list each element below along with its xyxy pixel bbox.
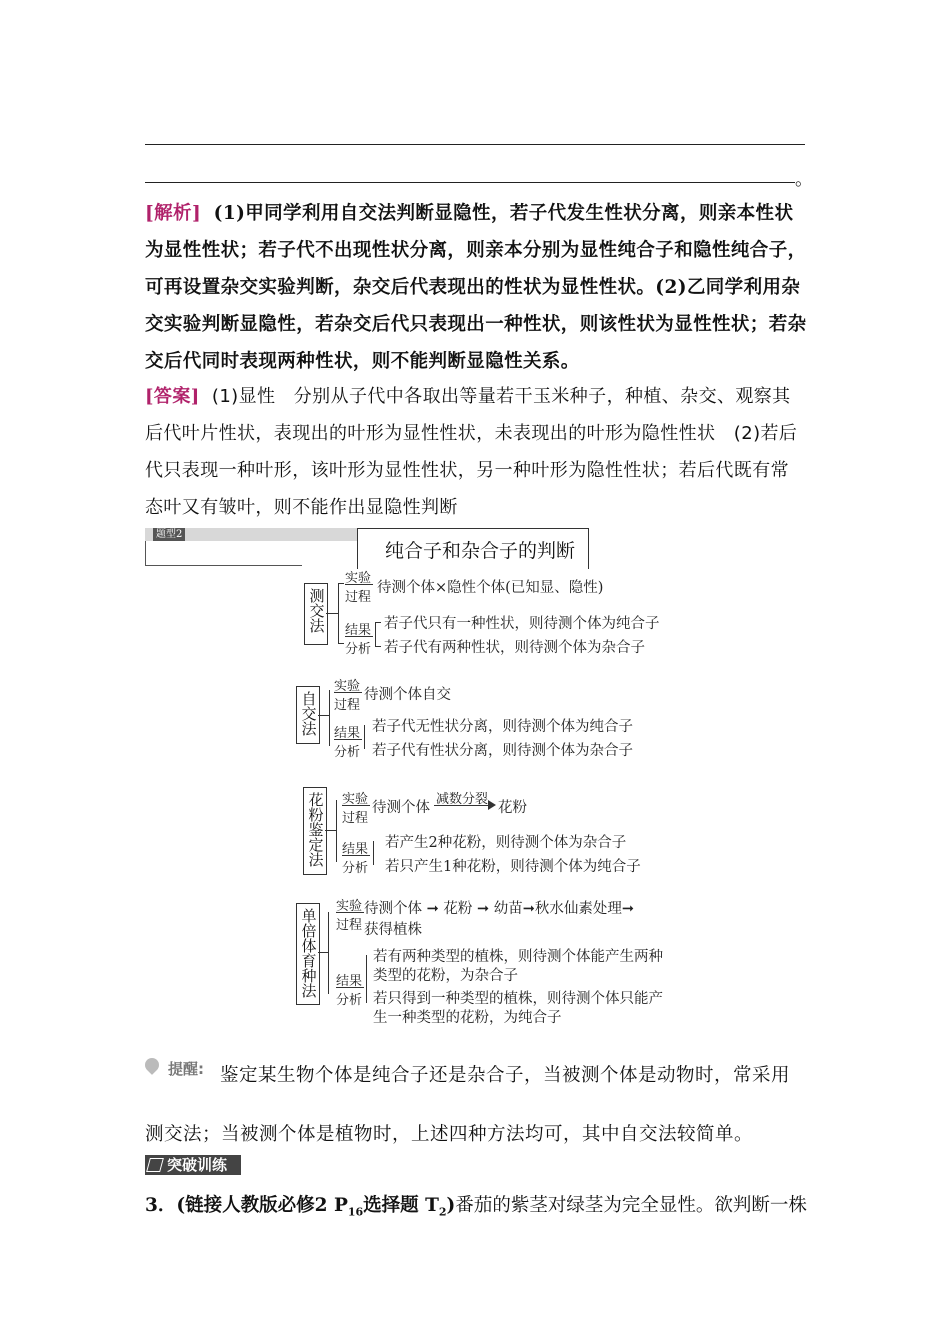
label-process: 过程: [334, 698, 361, 713]
answer-blank-line-1: [145, 144, 805, 145]
label-analysis: 分析: [334, 745, 361, 760]
answer-tag: [答案]: [145, 386, 200, 407]
pollen-result-1: 若产生2种花粉，则待测个体为杂合子: [385, 835, 627, 851]
label-process: 过程: [336, 918, 363, 933]
label-experiment: 实验: [345, 571, 372, 586]
arrow-icon: [488, 800, 496, 810]
pollen-result-2: 若只产生1种花粉，则待测个体为纯合子: [385, 859, 641, 875]
selfcross-result-2: 若子代有性状分离，则待测个体为杂合子: [372, 743, 633, 759]
label-result: 结果: [334, 726, 361, 741]
haploid-flow: 待测个体 ➞ 花粉 ➞ 幼苗➞秋水仙素处理➞: [364, 901, 635, 917]
period-mark: 。: [795, 169, 813, 190]
selfcross-result-1: 若子代无性状分离，则待测个体为纯合子: [372, 719, 633, 735]
label-result: 结果: [345, 623, 372, 638]
practice-label: 突破训练: [167, 1156, 228, 1174]
testcross-process: 待测个体×隐性个体(已知显、隐性): [377, 580, 604, 596]
analysis-text: (1)甲同学利用自交法判断显隐性，若子代发生性状分离，则亲本性状为显性性状；若子代不出现性状分离，则亲本分别为显性纯合子和隐性纯合子，可再设置杂交实验判断，杂交后代表现出的性状为显性性状。(2)乙同学利用杂交实验判断显隐性，若杂交后代只表现出一种性状，则该性状为显性性状；若杂交后代同时表现两种性状，则不能判断显隐性关系。: [145, 203, 807, 372]
label-analysis: 分析: [345, 642, 372, 657]
label-analysis: 分析: [342, 861, 369, 876]
practice-header: [145, 1155, 241, 1175]
arrow-label-meiosis: 减数分裂: [436, 792, 489, 807]
analysis-block: [145, 195, 807, 380]
question-number: 3．: [145, 1195, 177, 1216]
haploid-result-1: 若有两种类型的植株，则待测个体能产生两种类型的花粉，为杂合子: [373, 949, 663, 984]
question-3: 3．(链接人教版必修2 $P_{16}$选择题 $T_2$)番茄的紫茎对绿茎为完全显性。欲判断一株: [145, 1195, 807, 1219]
testcross-result-1: 若子代只有一种性状，则待测个体为纯合子: [384, 616, 660, 632]
tip-text-line2: 测交法；当被测个体是植物时，上述四种方法均可，其中自交法较简单。: [145, 1124, 754, 1145]
method-name-testcross: 测交法: [304, 583, 328, 645]
haploid-result-2: 若只得到一种类型的植株，则待测个体只能产生一种类型的花粉，为纯合子: [373, 991, 663, 1026]
section-header: [145, 528, 590, 568]
analysis-tag: [解析]: [145, 203, 202, 224]
tip-label: 提醒:: [168, 1060, 204, 1078]
method-name-selfcross: 自交法: [296, 686, 320, 744]
pollen-process-start: 待测个体: [372, 800, 430, 816]
label-process: 过程: [345, 590, 372, 605]
location-pin-icon: [142, 1055, 162, 1075]
label-analysis: 分析: [336, 993, 363, 1008]
label-experiment: 实验: [336, 899, 363, 914]
section-badge: 题型2: [153, 528, 185, 541]
pollen-process-end: 花粉: [498, 800, 527, 816]
answer-text: (1)显性 分别从子代中各取出等量若干玉米种子，种植、杂交、观察其后代叶片性状，表现出的叶形为显性性状，未表现出的叶形为隐性性状 (2)若后代只表现一种叶形，该叶形为显性性状，另一种叶形为隐性性状；若后代既有常态叶又有皱叶，则不能作出显隐性判断: [145, 386, 798, 518]
testcross-result-2: 若子代有两种性状，则待测个体为杂合子: [384, 640, 645, 656]
tip-text-line1: 鉴定某生物个体是纯合子还是杂合子，当被测个体是动物时，常采用: [220, 1065, 791, 1086]
section-title: 纯合子和杂合子的判断: [385, 540, 576, 562]
method-name-pollen: 花粉鉴定法: [303, 787, 327, 875]
selfcross-process: 待测个体自交: [364, 687, 451, 703]
question-text: 番茄的紫茎对绿茎为完全显性。欲判断一株: [455, 1195, 807, 1216]
label-result: 结果: [336, 974, 363, 989]
method-name-haploid: 单倍体育种法: [296, 903, 320, 1005]
label-process: 过程: [342, 811, 369, 826]
label-result: 结果: [342, 842, 369, 857]
haploid-flow-end: 获得植株: [364, 922, 422, 938]
pencil-icon: [146, 1158, 164, 1172]
label-experiment: 实验: [342, 792, 369, 807]
label-experiment: 实验: [334, 679, 361, 694]
answer-block: [145, 378, 807, 526]
answer-blank-line-2: [145, 182, 795, 183]
